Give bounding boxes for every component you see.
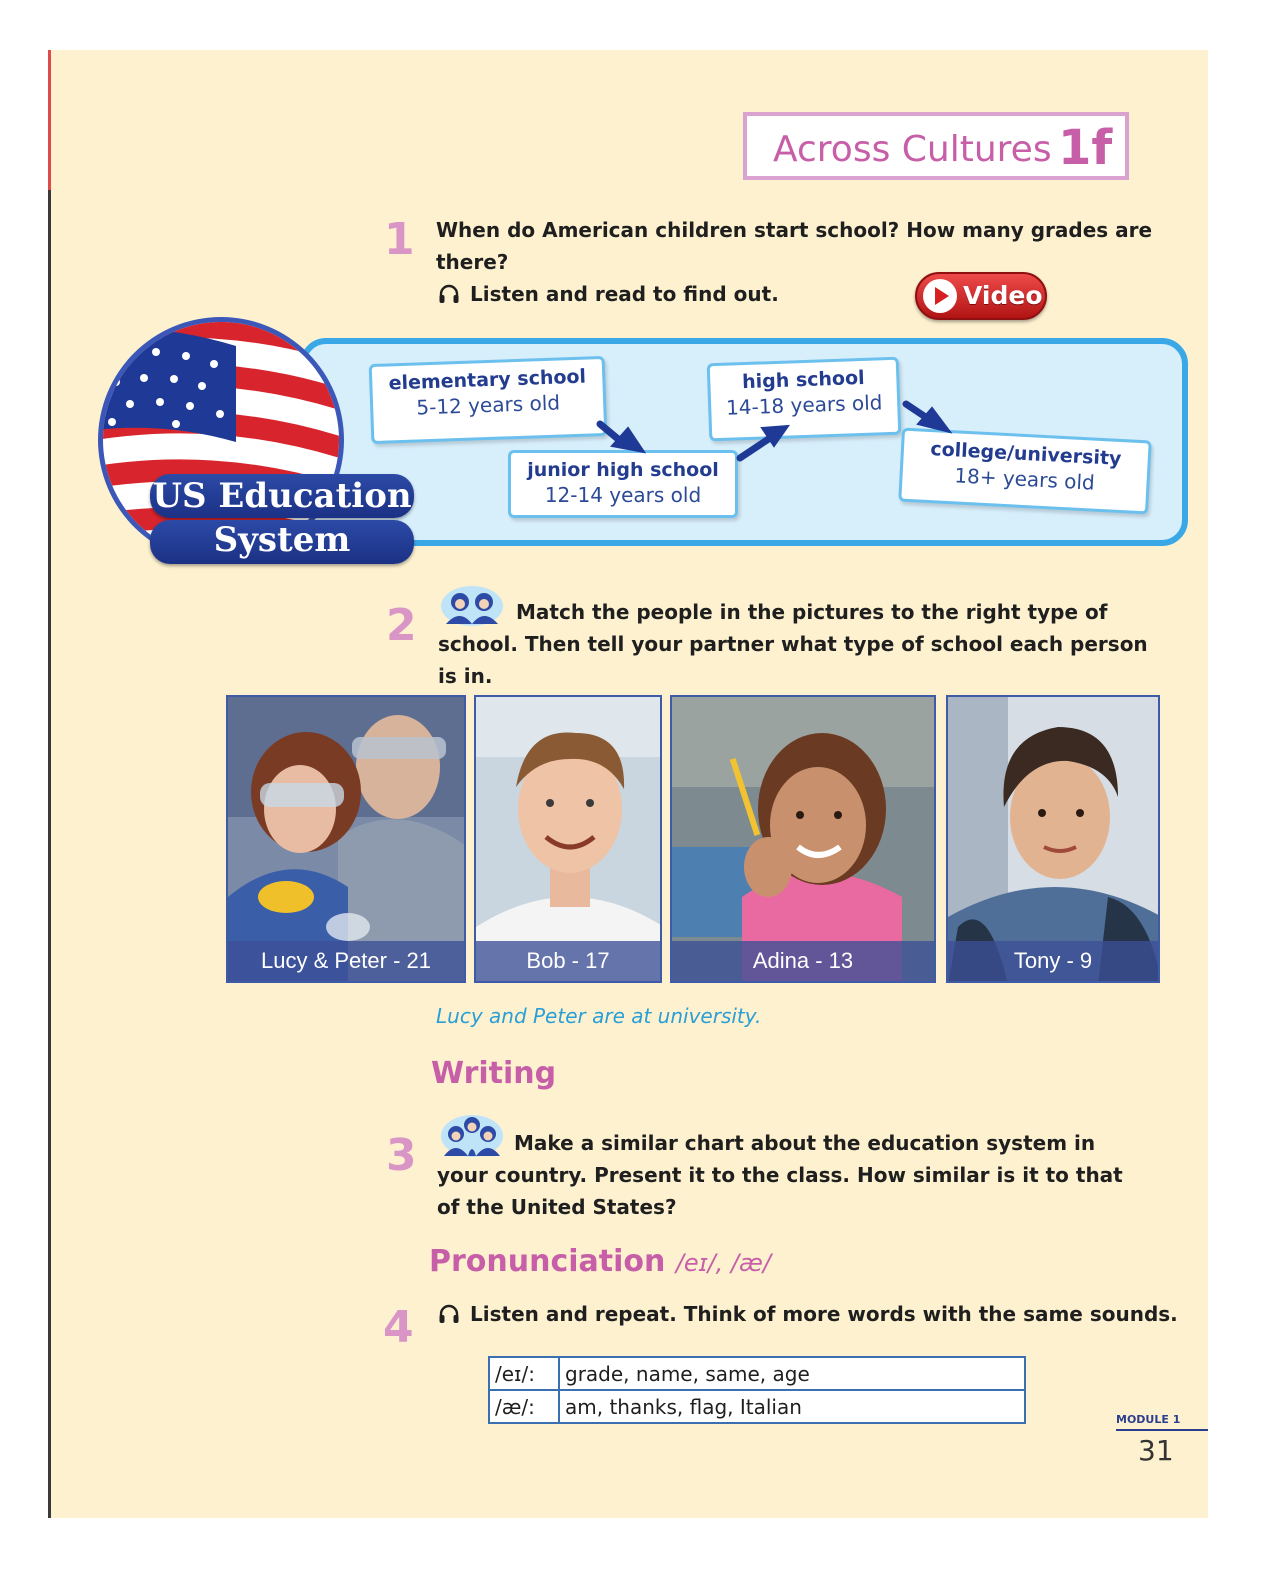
phoneme-words: am, thanks, flag, Italian <box>559 1390 1025 1423</box>
page-number: 31 <box>1138 1434 1174 1467</box>
headphones-icon <box>437 282 461 306</box>
header-unit: 1f <box>1058 120 1113 176</box>
header-title: Across Cultures <box>773 129 1052 170</box>
exercise-3-line-3: of the United States? <box>437 1195 677 1219</box>
video-button[interactable] <box>915 272 1047 320</box>
stage-elementary <box>369 356 608 444</box>
stage-junior-high <box>508 450 738 518</box>
exercise-3-number: 3 <box>386 1130 417 1181</box>
photo-lucy-peter <box>226 695 466 983</box>
stage-name: junior high school <box>527 459 719 481</box>
phoneme-words: grade, name, same, age <box>559 1357 1025 1390</box>
exercise-2-line-1: Match the people in the pictures to the right type of <box>516 600 1108 624</box>
stage-age: 12-14 years old <box>544 483 702 507</box>
footer-divider <box>1116 1429 1208 1431</box>
video-button-label: Video <box>963 281 1043 310</box>
pronunciation-phonemes: /eɪ/, /æ/ <box>675 1249 771 1277</box>
exercise-3-line-1: Make a similar chart about the education system in <box>514 1131 1096 1155</box>
exercise-4-listen: Listen and repeat. Think of more words with the same sounds. <box>470 1302 1178 1326</box>
example-answer: Lucy and Peter are at university. <box>436 1004 762 1028</box>
photo-caption: Adina - 13 <box>672 941 934 981</box>
exercise-1-number: 1 <box>384 214 415 265</box>
page-edge <box>48 50 51 1518</box>
chart-title-line-2: System <box>150 520 414 564</box>
phoneme-symbol: /æ/: <box>489 1390 559 1423</box>
stage-name: elementary school <box>388 365 587 395</box>
table-row <box>489 1357 1025 1390</box>
phoneme-symbol: /eɪ/: <box>489 1357 559 1390</box>
stage-high-school <box>707 357 902 442</box>
stage-age: 14-18 years old <box>725 390 883 420</box>
exercise-1-line-2: there? <box>436 250 509 274</box>
exercise-1-line-1: When do American children start school? How many grades are <box>436 218 1153 242</box>
stage-name: high school <box>741 366 865 394</box>
exercise-4-number: 4 <box>383 1302 414 1353</box>
pronunciation-title: Pronunciation <box>429 1244 666 1279</box>
photo-tony <box>946 695 1160 983</box>
chart-title-line-1: US Education <box>150 474 414 518</box>
writing-heading: Writing <box>431 1056 557 1091</box>
photo-caption: Lucy & Peter - 21 <box>228 941 464 981</box>
stage-college <box>898 428 1152 515</box>
exercise-2-line-2: school. Then tell your partner what type of school each person <box>438 632 1148 656</box>
pronunciation-table <box>488 1356 1026 1424</box>
footer-module: MODULE 1 <box>1116 1413 1181 1426</box>
photo-caption: Tony - 9 <box>948 941 1158 981</box>
stage-age: 5-12 years old <box>415 390 561 420</box>
stage-name: college/university <box>929 438 1122 471</box>
exercise-1-listen: Listen and read to find out. <box>470 282 779 306</box>
pair-work-icon <box>440 584 504 628</box>
stage-age: 18+ years old <box>953 463 1096 495</box>
exercise-2-line-3: is in. <box>438 664 493 688</box>
exercise-2-number: 2 <box>386 600 417 651</box>
play-icon <box>923 279 957 313</box>
table-row <box>489 1390 1025 1423</box>
exercise-3-line-2: your country. Present it to the class. How similar is it to that <box>437 1163 1123 1187</box>
photo-bob <box>474 695 662 983</box>
group-work-icon <box>440 1112 504 1158</box>
photo-adina <box>670 695 936 983</box>
pronunciation-heading <box>429 1244 771 1279</box>
photo-caption: Bob - 17 <box>476 941 660 981</box>
headphones-icon <box>437 1302 461 1326</box>
